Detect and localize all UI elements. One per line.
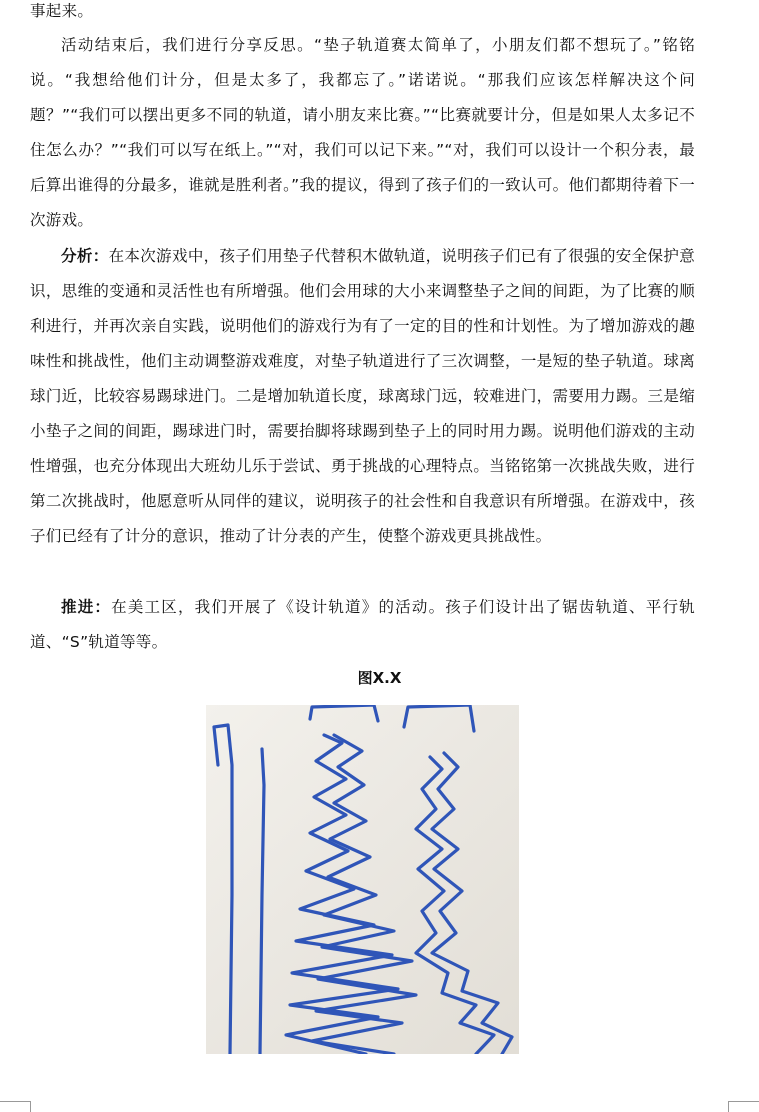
- advance-text: 在美工区，我们开展了《设计轨道》的活动。孩子们设计出了锯齿轨道、平行轨道、“S”轨道等等。: [30, 598, 695, 651]
- page-corner-mark-left: [0, 1101, 31, 1112]
- parallel-track-left-line: [214, 725, 232, 1054]
- continuation-paragraph: [30, 0, 695, 29]
- bracket-right-line: [404, 705, 474, 731]
- track-drawing: [206, 705, 519, 1054]
- figure-caption: 图X.X: [357, 669, 402, 687]
- zigzag-right-outer-line: [416, 757, 494, 1054]
- bracket-middle-line: [310, 705, 378, 721]
- page-corner-mark-right: [728, 1101, 759, 1112]
- advance-label: 推进：: [61, 598, 112, 616]
- continuation-text: 事起来。: [30, 2, 94, 20]
- parallel-track-right-line: [260, 749, 264, 1054]
- reflection-paragraph: [30, 28, 695, 238]
- analysis-paragraph: [30, 239, 695, 554]
- analysis-text: 在本次游戏中，孩子们用垫子代替积木做轨道，说明孩子们已有了很强的安全保护意识，思维的变通和灵活性也有所增强。他们会用球的大小来调整垫子之间的间距，为了比赛的顺利进行，并再次亲自实践，说明他们的游戏行为有了一定的目的性和计划性。为了增加游戏的趣味性和挑战性，他们主动调整游戏难度，对垫子轨道进行了三次调整，一是短的垫子轨道。球离球门近，比较容易踢球进门。二是增加轨道长度，球离球门远，较难进门，需要用力踢。三是缩小垫子之间的间距，踢球进门时，需要抬脚将球踢到垫子上的同时用力踢。说明他们游戏的主动性增强，也充分体现出大班幼儿乐于尝试、勇于挑战的心理特点。当铭铭第一次挑战失败，进行第二次挑战时，他愿意听从同伴的建议，说明孩子的社会性和自我意识有所增强。在游戏中，孩子们已经有了计分的意识，推动了计分表的产生，使整个游戏更具挑战性。: [30, 247, 695, 545]
- analysis-label: 分析：: [61, 247, 109, 265]
- reflection-text: 活动结束后，我们进行分享反思。“垫子轨道赛太简单了，小朋友们都不想玩了。”铭铭说。“我想给他们计分，但是太多了，我都忘了。”诺诺说。“那我们应该怎样解决这个问题？”“我们可以摆出更多不同的轨道，请小朋友来比赛。”“比赛就要计分，但是如果人太多记不住怎么办？”“我们可以写在纸上。”“对，我们可以记下来。”“对，我们可以设计一个积分表，最后算出谁得的分最多，谁就是胜利者。”我的提议，得到了孩子们的一致认可。他们都期待着下一次游戏。: [30, 36, 695, 229]
- advance-paragraph: [30, 590, 695, 660]
- track-drawing-photo: [206, 705, 519, 1054]
- zigzag-track-inner-line: [312, 735, 416, 1054]
